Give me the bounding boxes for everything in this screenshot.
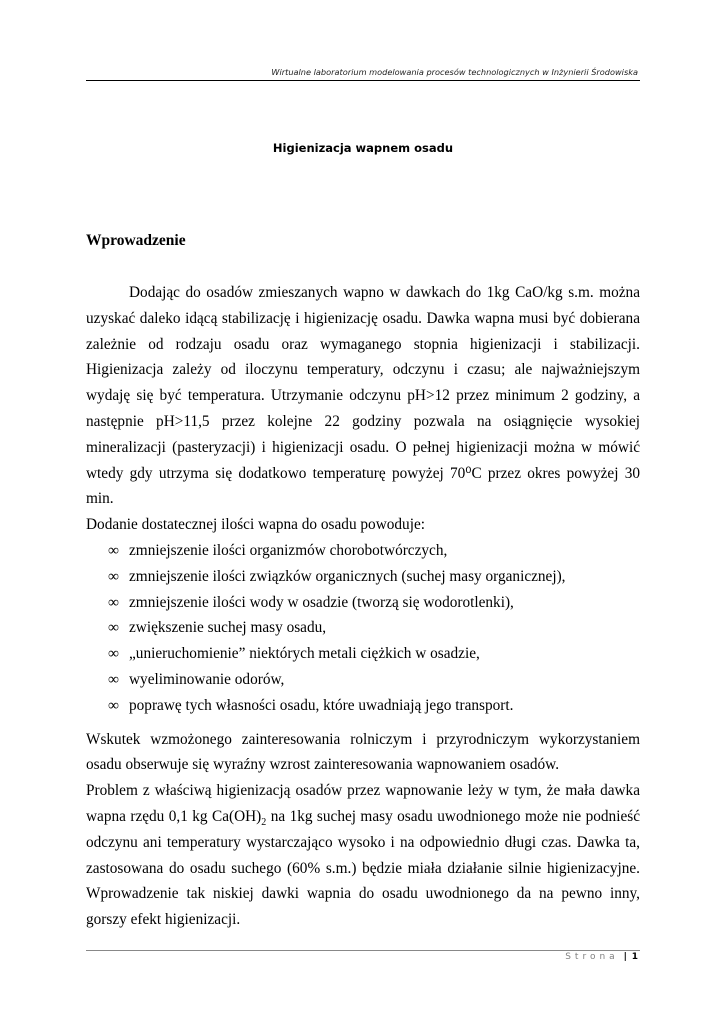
list-item (108, 538, 640, 564)
infinity-bullet-icon: ∞ (108, 593, 119, 611)
list-item-text: poprawę tych własności osadu, które uwadniają jego transport. (129, 696, 514, 714)
page-label: Strona (565, 952, 619, 962)
document-title: Higienizacja wapnem osadu (272, 141, 454, 155)
running-header: Wirtualne laboratorium modelowania procesów technologicznych w Inżynierii Środowiska (271, 67, 638, 77)
footer-rule (86, 950, 640, 951)
list-item (108, 590, 640, 616)
page-number: 1 (631, 952, 638, 962)
list-intro: Dodanie dostatecznej ilości wapna do osadu powoduje: (86, 516, 425, 534)
list-item-text: „unieruchomienie” niektórych metali ciężkich w osadzie, (129, 645, 480, 663)
infinity-bullet-icon: ∞ (108, 670, 119, 688)
header-rule (86, 80, 640, 81)
list-item-text: zwiększenie suchej masy osadu, (129, 619, 327, 637)
interest-paragraph: Wskutek wzmożonego zainteresowania rolniczym i przyrodniczym wykorzystaniem osadu obserwuje się wyraźny wzrost zainteresowania wapnowaniem osadów. (86, 730, 640, 774)
infinity-bullet-icon: ∞ (108, 696, 119, 714)
problem-paragraph (86, 778, 640, 933)
infinity-bullet-icon: ∞ (108, 645, 119, 663)
list-item-text: zmniejszenie ilości związków organicznych (suchej masy organicznej), (129, 567, 566, 585)
list-item-text: zmniejszenie ilości wody w osadzie (tworzą się wodorotlenki), (129, 593, 514, 611)
list-item (108, 693, 640, 719)
problem-text-start: Problem z właściwą higienizacją osadów przez wapnowanie leży w tym, że mała dawka wapna rzędu 0,1 kg Ca(OH) (86, 782, 640, 825)
infinity-bullet-icon: ∞ (108, 541, 119, 559)
list-item (108, 615, 640, 641)
page-footer (565, 952, 638, 962)
problem-text-end: na 1kg suchej masy osadu uwodnionego może nie podnieść odczynu ani temperatury wystarczająco wysoko i na odpowiednio długi czas. Dawka ta, zastosowana do osadu suchego (60% s.m.) będzie miała działanie silnie higienizacyjne. Wprowadzenie tak niskiej dawki wapnia do osadu uwodnionego da na pewno inny, gorszy efekt higienizacji. (86, 807, 640, 929)
list-item (108, 641, 640, 667)
section-heading: Wprowadzenie (86, 232, 186, 249)
list-item (108, 667, 640, 693)
effects-list (86, 538, 640, 719)
infinity-bullet-icon: ∞ (108, 619, 119, 637)
list-item-text: wyeliminowanie odorów, (129, 670, 285, 688)
infinity-bullet-icon: ∞ (108, 567, 119, 585)
document-body (86, 280, 640, 933)
subscript-2: 2 (261, 816, 267, 828)
footer-separator: | (623, 952, 627, 962)
list-item (108, 564, 640, 590)
intro-paragraph: Dodając do osadów zmieszanych wapno w dawkach do 1kg CaO/kg s.m. można uzyskać daleko idącą stabilizację i higienizację osadu. Dawka wapna musi być dobierana zależnie od rodzaju osadu oraz wymaganego stopnia higienizacji i stabilizacji. Higienizacja zależy od iloczynu temperatury, odczynu i czasu; ale najważniejszym wydaję się być temperatura. Utrzymanie odczynu pH>12 przez minimum 2 godziny, a następnie pH>11,5 przez kolejne 22 godziny pozwala na osiągnięcie wysokiej mineralizacji (pasteryzacji) i higienizacji osadu. O pełnej higienizacji można w mówić wtedy gdy utrzyma się dodatkowo temperaturę powyżej 70⁰C przez okres powyżej 30 min. (86, 284, 640, 508)
list-item-text: zmniejszenie ilości organizmów chorobotwórczych, (129, 541, 448, 559)
